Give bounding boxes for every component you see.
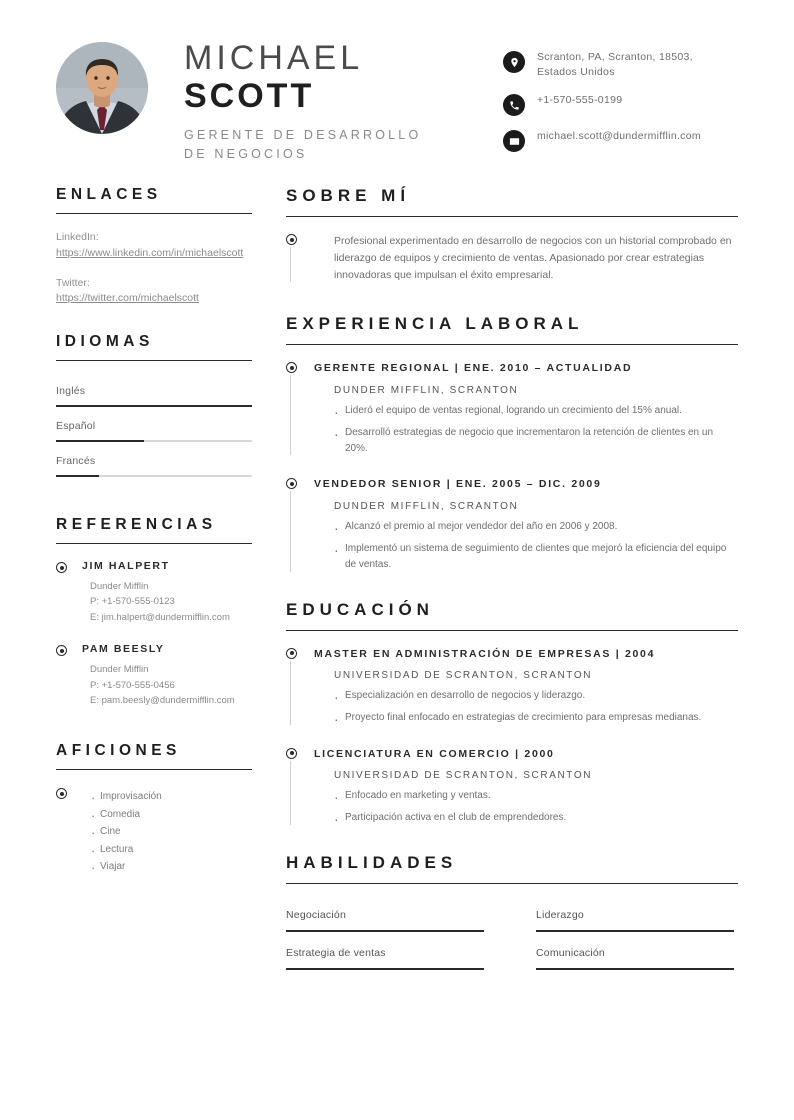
skill-level-bar <box>286 968 484 970</box>
list-item: · Lideró el equipo de ventas regional, logrando un crecimiento del 15% anual. <box>334 403 738 419</box>
education-title: EDUCACIÓN <box>286 600 738 631</box>
link-url[interactable]: https://twitter.com/michaelscott <box>56 292 199 305</box>
hobbies-title: AFICIONES <box>56 742 252 770</box>
name-block <box>184 34 503 165</box>
bullet-icon <box>56 788 67 799</box>
timeline-rail <box>290 375 291 455</box>
experience-item <box>286 477 738 573</box>
experience-role: VENDEDOR SENIOR | ENE. 2005 – DIC. 2009 <box>314 478 602 491</box>
right-column <box>286 186 738 1002</box>
skill-item <box>286 938 484 976</box>
bullet-icon <box>286 234 297 245</box>
link-label: Twitter: <box>56 276 90 289</box>
section-languages <box>56 333 252 482</box>
timeline-rail <box>290 661 291 725</box>
envelope-icon <box>503 130 525 152</box>
timeline-rail <box>290 247 291 282</box>
first-name: MICHAEL <box>184 39 364 77</box>
education-school: UNIVERSIDAD DE SCRANTON, SCRANTON <box>334 670 593 682</box>
link-label: LinkedIn: <box>56 231 99 243</box>
education-school: UNIVERSIDAD DE SCRANTON, SCRANTON <box>334 770 593 782</box>
education-item <box>286 647 738 727</box>
reference-email: E: jim.halpert@dundermifflin.com <box>90 611 230 623</box>
experience-role: GERENTE REGIONAL | ENE. 2010 – ACTUALIDAD <box>314 362 633 374</box>
about-entry <box>286 233 738 284</box>
phone-icon <box>503 94 525 116</box>
reference-email: E: pam.beesly@dundermifflin.com <box>90 694 235 706</box>
contact-phone <box>503 93 738 116</box>
hobby-list <box>82 788 252 876</box>
language-name: Francés <box>56 455 96 467</box>
bullet-icon <box>286 748 297 759</box>
bullet-icon <box>286 478 297 489</box>
reference-item <box>56 560 252 625</box>
section-hobbies <box>56 742 252 876</box>
column-gap <box>252 186 286 1002</box>
list-item: · Especialización en desarrollo de negocios y liderazgo. <box>334 688 738 704</box>
language-level-bar <box>56 440 252 442</box>
list-item: · Desarrolló estrategias de negocio que incrementaron la retención de clientes en un 20%. <box>334 425 738 457</box>
job-title: GERENTE DE DESARROLLO DE NEGOCIOS <box>184 127 422 162</box>
skills-grid <box>286 900 738 976</box>
section-education <box>286 600 738 827</box>
contact-address <box>503 50 738 80</box>
language-item <box>56 377 252 412</box>
bullet-icon <box>56 645 67 656</box>
left-column <box>56 186 252 1002</box>
reference-phone: P: +1-570-555-0456 <box>90 679 175 691</box>
contact-phone-text: +1-570-555-0199 <box>537 94 623 107</box>
about-text: Profesional experimentado en desarrollo de negocios con un historial comprobado en liderazgo de equipos y crecimiento de ventas. Apasionado por crear estrategias innovadoras que impulsan el éxito empresarial. <box>334 235 732 281</box>
education-bullets <box>314 688 738 726</box>
education-degree: MASTER EN ADMINISTRACIÓN DE EMPRESAS | 2004 <box>314 647 656 660</box>
experience-item <box>286 361 738 457</box>
skill-item <box>286 900 484 938</box>
link-url[interactable]: https://www.linkedin.com/in/michaelscott <box>56 246 244 259</box>
education-degree: LICENCIATURA EN COMERCIO | 2000 <box>314 747 555 760</box>
education-bullets <box>314 788 738 826</box>
contact-block <box>503 34 738 165</box>
bullet-icon <box>286 648 297 659</box>
list-item: · Enfocado en marketing y ventas. <box>334 788 738 804</box>
list-item: · Viajar <box>100 858 252 876</box>
skill-level-bar <box>536 968 734 970</box>
timeline-rail <box>290 491 291 571</box>
experience-title: EXPERIENCIA LABORAL <box>286 314 738 345</box>
section-about <box>286 186 738 284</box>
references-title: REFERENCIAS <box>56 516 252 544</box>
skill-name: Negociación <box>286 908 346 921</box>
language-item <box>56 447 252 482</box>
link-item <box>56 230 252 262</box>
experience-company: DUNDER MIFFLIN, SCRANTON <box>334 384 519 396</box>
experience-bullets <box>314 403 738 458</box>
reference-company: Dunder Mifflin <box>90 581 149 592</box>
list-item: · Implementó un sistema de seguimiento de clientes que mejoró la eficiencia del equipo de ventas. <box>334 541 738 573</box>
list-item: · Proyecto final enfocado en estrategias de crecimiento para empresas medianas. <box>334 710 738 726</box>
list-item: · Alcanzó el premio al mejor vendedor del año en 2006 y 2008. <box>334 519 738 535</box>
link-item <box>56 276 252 308</box>
section-experience <box>286 314 738 574</box>
skill-name: Comunicación <box>536 946 605 959</box>
list-item: · Comedia <box>100 806 252 824</box>
reference-item <box>56 643 252 708</box>
section-links <box>56 186 252 307</box>
list-item: · Participación activa en el club de emprendedores. <box>334 810 738 826</box>
last-name: SCOTT <box>184 76 315 115</box>
bullet-icon <box>56 562 67 573</box>
reference-name: JIM HALPERT <box>82 560 170 572</box>
language-name: Inglés <box>56 385 86 397</box>
skill-name: Liderazgo <box>536 908 584 921</box>
avatar <box>56 42 148 134</box>
contact-email <box>503 129 738 152</box>
list-item: · Cine <box>100 823 252 841</box>
location-pin-icon <box>503 51 525 73</box>
experience-company: DUNDER MIFFLIN, SCRANTON <box>334 500 519 512</box>
reference-name: PAM BEESLY <box>82 643 165 656</box>
hobbies-wrap <box>56 788 252 876</box>
section-references <box>56 516 252 708</box>
resume-header <box>0 0 794 186</box>
languages-title: IDIOMAS <box>56 333 252 361</box>
section-skills <box>286 853 738 976</box>
language-name: Español <box>56 420 96 432</box>
contact-email-text: michael.scott@dundermifflin.com <box>537 130 701 143</box>
skill-name: Estrategia de ventas <box>286 946 386 959</box>
skill-level-bar <box>286 930 484 932</box>
skill-item <box>536 900 734 938</box>
skill-item <box>536 938 734 976</box>
about-title: SOBRE MÍ <box>286 186 738 217</box>
language-level-bar <box>56 475 252 477</box>
bullet-icon <box>286 362 297 373</box>
timeline-rail <box>290 761 291 825</box>
links-title: ENLACES <box>56 186 252 214</box>
education-item <box>286 747 738 827</box>
skill-level-bar <box>536 930 734 932</box>
contact-address-text: Scranton, PA, Scranton, 18503, Estados Unidos <box>537 51 693 79</box>
list-item: · Improvisación <box>100 788 252 806</box>
resume-body <box>0 186 794 1002</box>
reference-phone: P: +1-570-555-0123 <box>90 596 175 608</box>
reference-company: Dunder Mifflin <box>90 664 149 676</box>
language-level-bar <box>56 405 252 407</box>
skills-title: HABILIDADES <box>286 853 738 884</box>
experience-bullets <box>314 519 738 574</box>
list-item: · Lectura <box>100 841 252 859</box>
language-item <box>56 412 252 447</box>
